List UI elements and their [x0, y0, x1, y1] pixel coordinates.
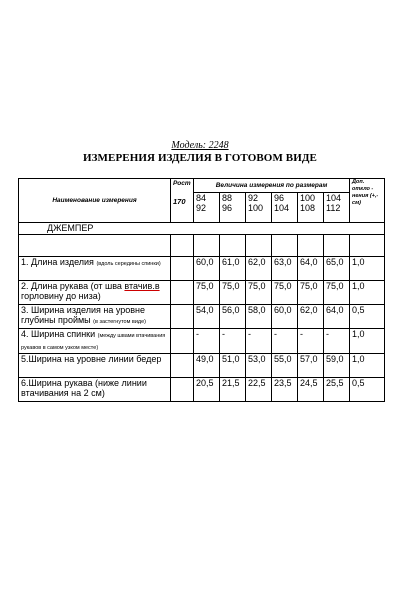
value-cell: 75,0	[324, 281, 350, 305]
table-row	[19, 305, 385, 329]
value-cell: 64,0	[324, 305, 350, 329]
measurements-table	[18, 178, 385, 402]
value-cell: 62,0	[246, 257, 272, 281]
value-cell: 75,0	[246, 281, 272, 305]
model-label: Модель: 2248	[171, 140, 229, 151]
measure-name: 4. Ширина спинки (между швами втачивания рукавов в самом узком месте)	[19, 329, 171, 354]
table-row	[19, 257, 385, 281]
value-cell: -	[246, 329, 272, 354]
value-cell: 60,0	[272, 305, 298, 329]
value-cell: -	[194, 329, 220, 354]
rost-value: 170	[173, 197, 186, 206]
header-values-label: Величина измерения по размерам	[194, 179, 350, 193]
value-cell: 75,0	[194, 281, 220, 305]
value-cell: 75,0	[220, 281, 246, 305]
value-cell: 53,0	[246, 354, 272, 378]
value-cell: 60,0	[194, 257, 220, 281]
header-row-1	[19, 179, 385, 193]
size-cell: 92 100	[246, 193, 272, 223]
table-row	[19, 378, 385, 402]
value-cell: 51,0	[220, 354, 246, 378]
value-cell: 21,5	[220, 378, 246, 402]
table-row	[19, 329, 385, 354]
size-cell: 100 108	[298, 193, 324, 223]
size-cell: 88 96	[220, 193, 246, 223]
value-cell: 24,5	[298, 378, 324, 402]
value-cell: 64,0	[298, 257, 324, 281]
value-cell: 65,0	[324, 257, 350, 281]
measure-name: 2. Длина рукава (от шва втачив.в горловину до низа)	[19, 281, 171, 305]
value-cell: 22,5	[246, 378, 272, 402]
value-cell: 58,0	[246, 305, 272, 329]
rost-label: Рост	[173, 180, 191, 187]
value-cell: 56,0	[220, 305, 246, 329]
section-label: ДЖЕМПЕР	[19, 223, 385, 235]
value-cell: -	[220, 329, 246, 354]
value-cell: 20,5	[194, 378, 220, 402]
value-cell: 55,0	[272, 354, 298, 378]
value-cell: 57,0	[298, 354, 324, 378]
table-row	[19, 281, 385, 305]
header-tolerance: Доп. откло - нения (+,- см)	[350, 179, 385, 223]
header-rost	[171, 179, 194, 223]
value-cell: -	[298, 329, 324, 354]
measure-name: 3. Ширина изделия на уровне глубины проймы (в застегнутом виде)	[19, 305, 171, 329]
spacer-row	[19, 235, 385, 257]
size-cell: 104 112	[324, 193, 350, 223]
size-cell: 84 92	[194, 193, 220, 223]
value-cell: 62,0	[298, 305, 324, 329]
value-cell: -	[324, 329, 350, 354]
size-cell: 96 104	[272, 193, 298, 223]
value-cell: 49,0	[194, 354, 220, 378]
value-cell: 61,0	[220, 257, 246, 281]
table-row	[19, 354, 385, 378]
value-cell: 75,0	[298, 281, 324, 305]
value-cell: 59,0	[324, 354, 350, 378]
tolerance-cell: 1,0	[350, 329, 385, 354]
section-row	[19, 223, 385, 235]
measure-name: 6.Ширина рукава (ниже линии втачивания на 2 см)	[19, 378, 171, 402]
value-cell: 54,0	[194, 305, 220, 329]
measure-name: 5.Ширина на уровне линии бедер	[19, 354, 171, 378]
value-cell: 25,5	[324, 378, 350, 402]
value-cell: 23,5	[272, 378, 298, 402]
tolerance-cell: 1,0	[350, 257, 385, 281]
header-name-col: Наименование измерения	[19, 179, 171, 223]
tolerance-cell: 0,5	[350, 305, 385, 329]
tolerance-cell: 0,5	[350, 378, 385, 402]
measure-name: 1. Длина изделия (вдоль середины спинки)	[19, 257, 171, 281]
tolerance-cell: 1,0	[350, 354, 385, 378]
page-title: ИЗМЕРЕНИЯ ИЗДЕЛИЯ В ГОТОВОМ ВИДЕ	[83, 152, 317, 164]
value-cell: 75,0	[272, 281, 298, 305]
tolerance-cell: 1,0	[350, 281, 385, 305]
value-cell: 63,0	[272, 257, 298, 281]
value-cell: -	[272, 329, 298, 354]
